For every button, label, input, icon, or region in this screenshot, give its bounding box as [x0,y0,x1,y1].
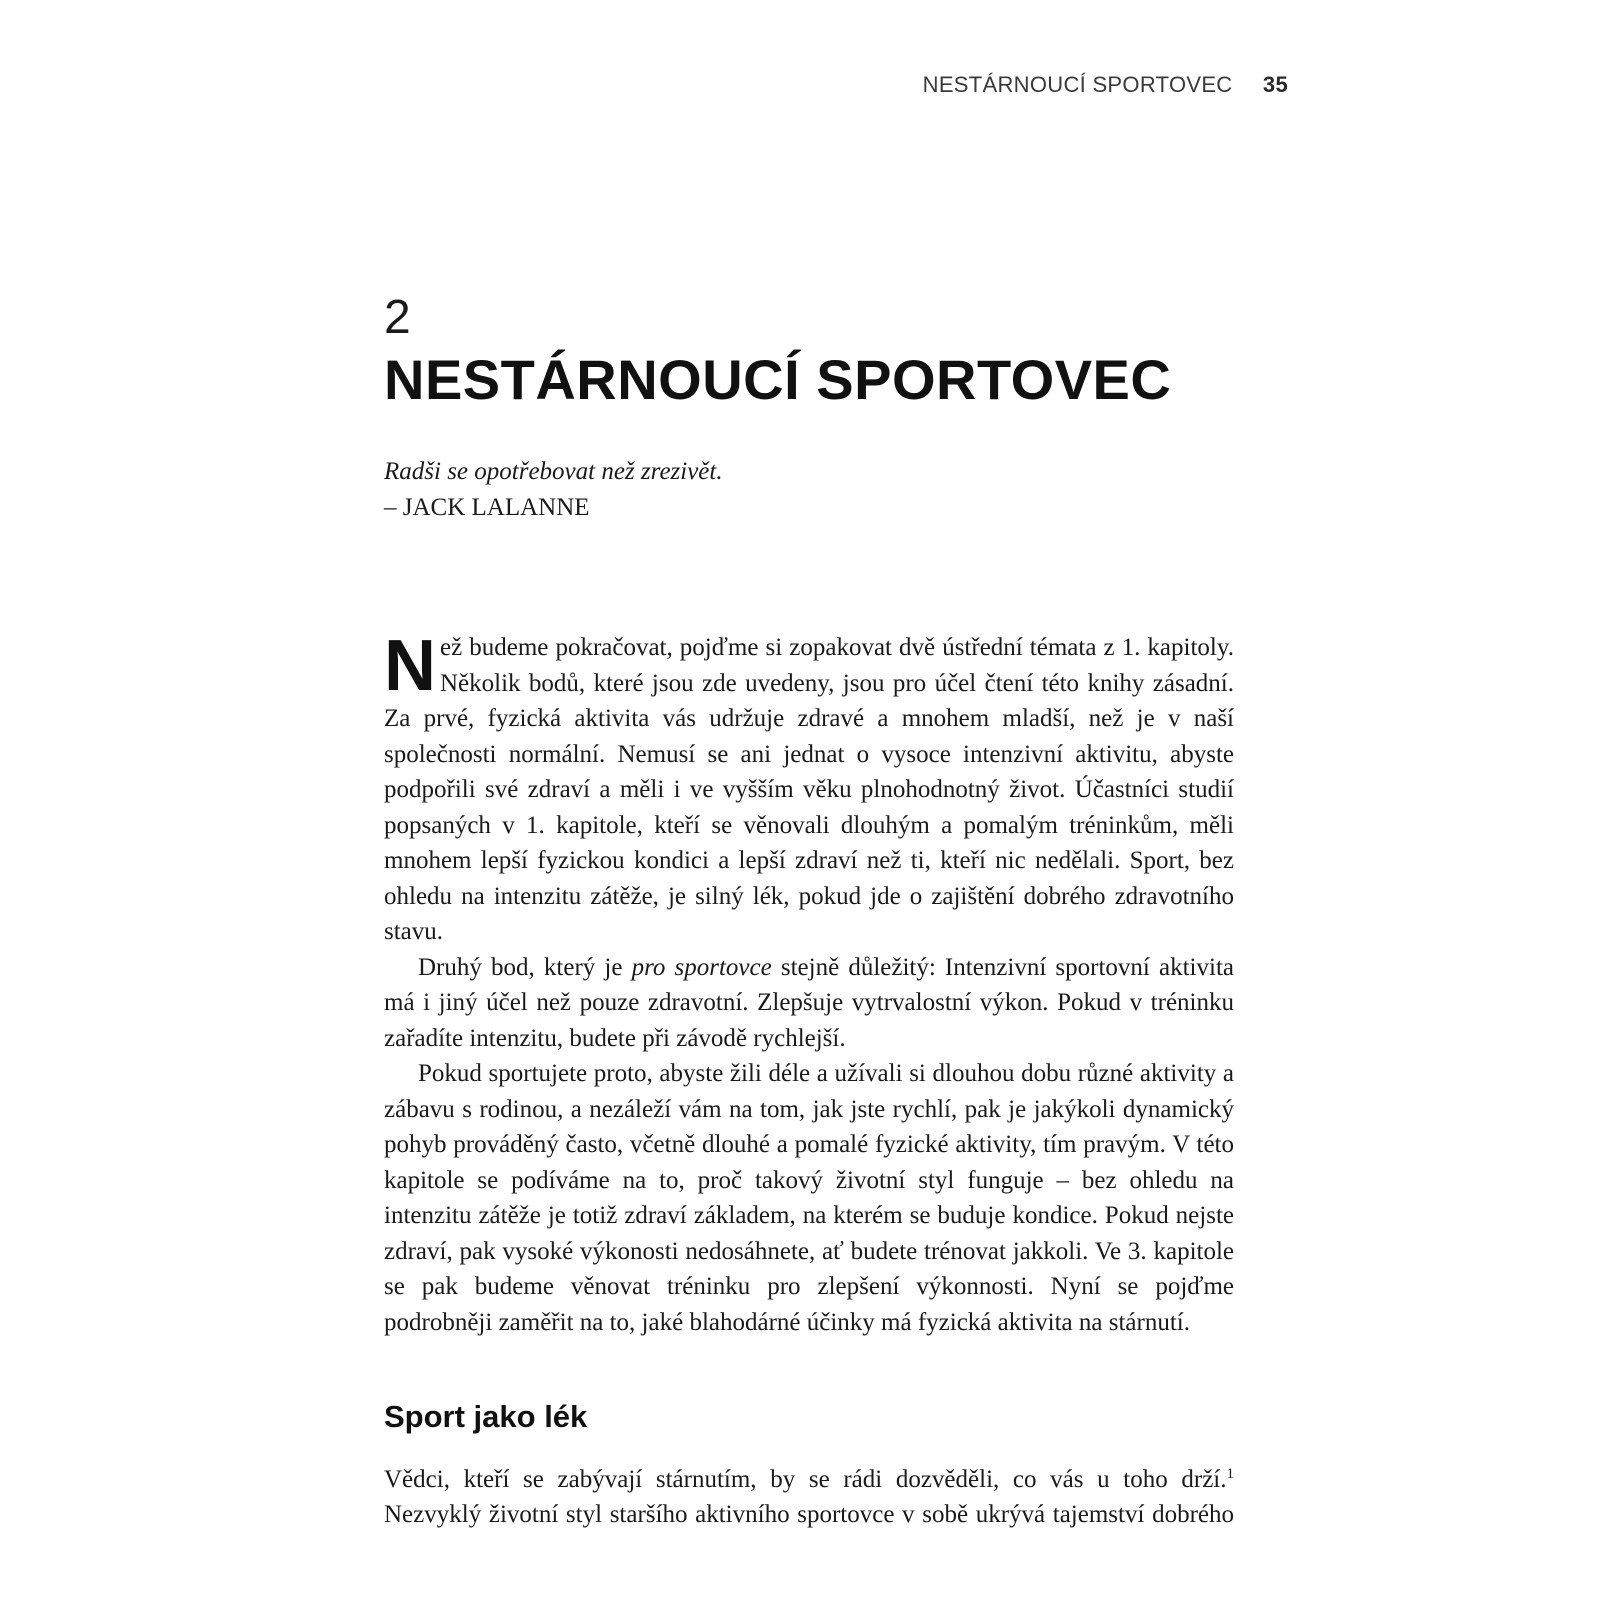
drop-cap: N [384,626,436,706]
page-content [384,290,1234,1533]
paragraph-2-text-before: Druhý bod, který je [418,953,632,981]
paragraph-2-text-after: stejně důležitý: Intenzivní sportovní aktivita má i jiný účel než pouze zdravotní. Zlepšuje vytrvalostní výkon. Pokud v tréninku zařadíte intenzitu, budete při závodě rychlejší. [384,953,1234,1052]
paragraph-1-text: ež budeme pokračovat, pojďme si zopakovat dvě ústřední témata z 1. kapitoly. Několik bodů, které jsou zde uvedeny, jsou pro účel čtení této knihy zásadní. Za prvé, fyzická aktivita vás udržuje zdravé a mnohem mladší, než je v naší společnosti normální. Nemusí se ani jednat o vysoce intenzivní aktivitu, abyste podpořili své zdraví a měli i ve vyšším věku plnohodnotný život. Účastníci studií popsaných v 1. kapitole, kteří se věnovali dlouhým a pomalým tréninkům, měli mnohem lepší fyzickou kondici a lepší zdraví než ti, kteří nic nedělali. Sport, bez ohledu na intenzitu zátěže, je silný lék, pokud jde o zajištění dobrého zdravotního stavu. [384,634,1234,945]
chapter-number: 2 [384,291,411,344]
footnote-marker[interactable]: 1 [1226,1465,1234,1482]
epigraph [384,454,1234,526]
running-head-title: NESTÁRNOUCÍ SPORTOVEC [922,72,1233,97]
paragraph-2-emphasis: pro sportovce [631,953,772,981]
page-number: 35 [1262,72,1288,97]
chapter-title: NESTÁRNOUCÍ SPORTOVEC [384,348,1172,411]
epigraph-author: – JACK LALANNE [384,494,590,521]
running-head [923,72,1288,98]
paragraph-3-text: Pokud sportujete proto, abyste žili déle a užívali si dlouhou dobu různé aktivity a zábavu s rodinou, a nezáleží vám na tom, jak jste rychlí, pak je jakýkoli dynamický pohyb prováděný často, včetně dlouhé a pomalé fyzické aktivity, tím pravým. V této kapitole se podíváme na to, proč takový životní styl funguje – bez ohledu na intenzitu zátěže je totiž zdraví základem, na kterém se buduje kondice. Pokud nejste zdraví, pak vysoké výkonosti nedosáhnete, ať budete trénovat jakkoli. Ve 3. kapitole se pak budeme věnovat tréninku pro zlepšení výkonnosti. Nyní se pojďme podrobněji zaměřit na to, jaké blahodárné účinky má fyzická aktivita na stárnutí. [384,1060,1234,1336]
section-text-after-note: Nezvyklý životní styl staršího aktivního sportovce v sobě ukrývá tajemství dobrého [384,1501,1234,1529]
section-text-before-note: Vědci, kteří se zabývají stárnutím, by se rádi dozvěděli, co vás u toho drží. [384,1465,1227,1493]
section-heading: Sport jako lék [384,1399,588,1434]
section-paragraph [384,1462,1234,1533]
epigraph-quote: Radši se opotřebovat než zrezivět. [384,458,723,485]
chapter-body [384,626,1234,1340]
paragraph-1 [384,626,1234,950]
paragraph-3 [384,1056,1234,1340]
paragraph-2 [384,950,1234,1057]
